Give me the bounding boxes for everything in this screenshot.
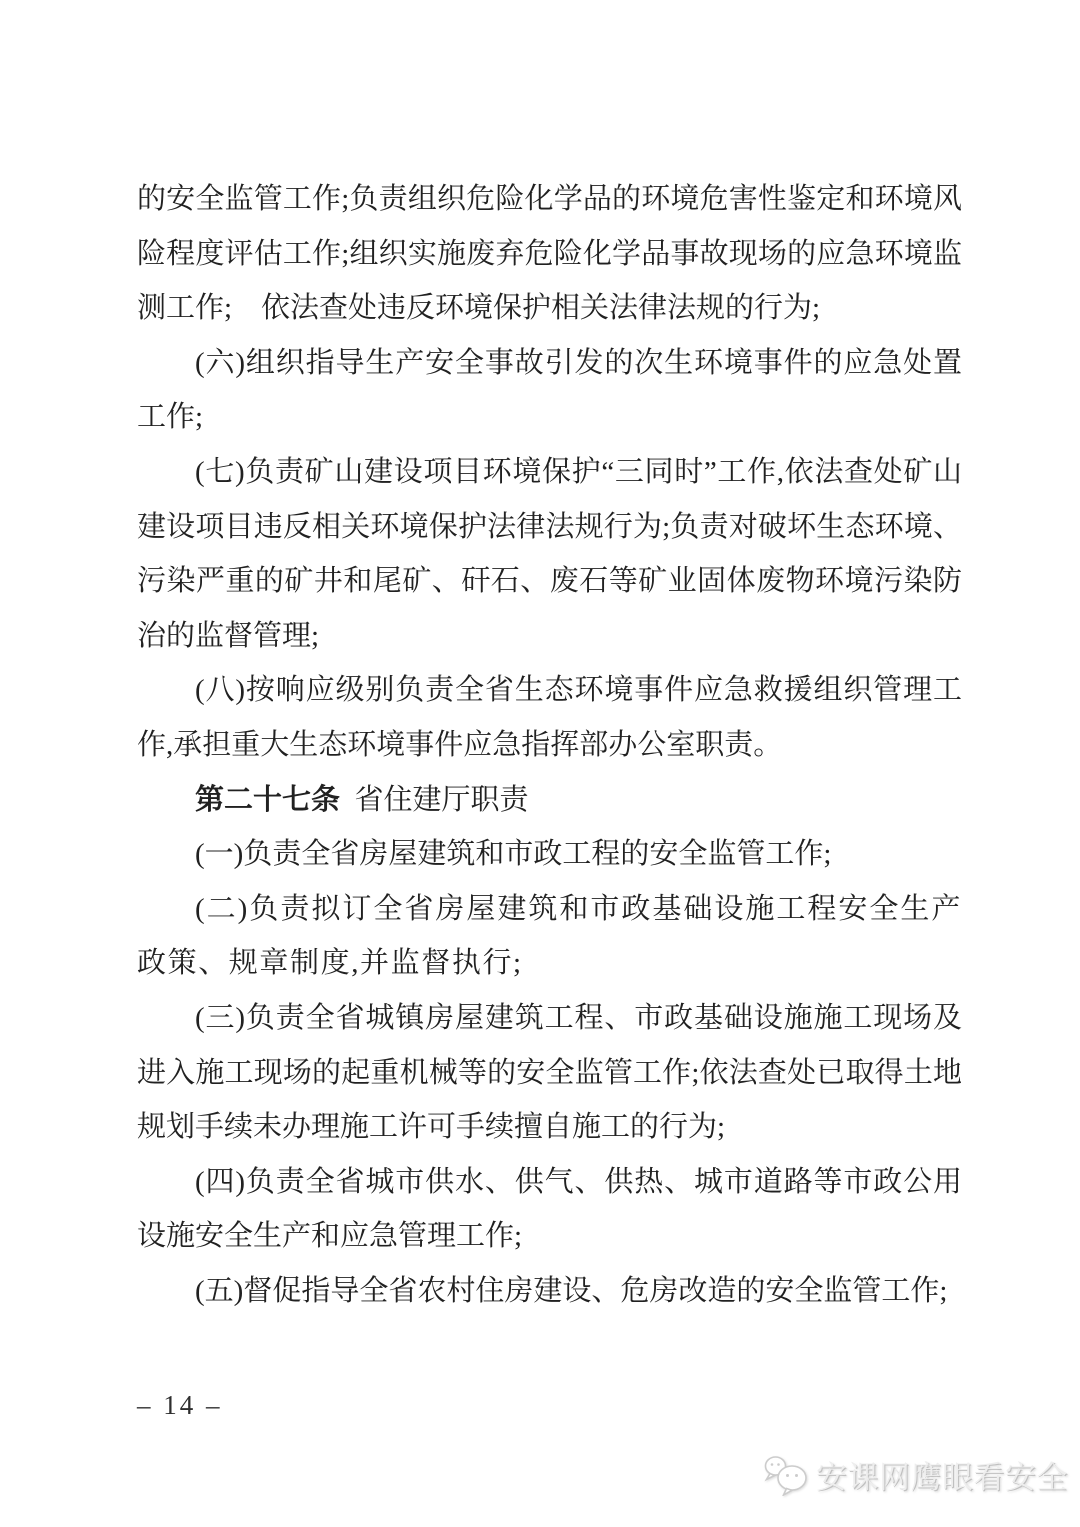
paragraph: (七)负责矿山建设项目环境保护“三同时”工作,依法查处矿山建设项目违反相关环境保护法律法规行为;负责对破坏生态环境、污染严重的矿井和尾矿、矸石、废石等矿业固体废物环境污染防治的监督管理; [137, 455, 962, 652]
article-title: 省住建厅职责 [354, 783, 529, 816]
paragraph: (四)负责全省城市供水、供气、供热、城市道路等市政公用设施安全生产和应急管理工作; [137, 1165, 962, 1253]
page-number: – 14 – [137, 1390, 223, 1420]
paragraph: (八)按响应级别负责全省生态环境事件应急救援组织管理工作,承担重大生态环境事件应急指挥部办公室职责。 [137, 674, 962, 761]
document-body [137, 172, 962, 1318]
paragraph: (五)督促指导全省农村住房建设、危房改造的安全监管工作; [195, 1274, 948, 1307]
wechat-logo-icon [763, 1454, 809, 1496]
paragraph: (六)组织指导生产安全事故引发的次生环境事件的应急处置工作; [137, 346, 962, 434]
paragraph: 的安全监管工作;负责组织危险化学品的环境危害性鉴定和环境风险程度评估工作;组织实施废弃危险化学品事故现场的应急环境监测工作; 依法查处违反环境保护相关法律法规的行为; [137, 183, 962, 325]
watermark [763, 1452, 1068, 1497]
paragraph: (一)负责全省房屋建筑和市政工程的安全监管工作; [195, 838, 832, 871]
article-heading [137, 773, 962, 828]
paragraph: (三)负责全省城镇房屋建筑工程、市政基础设施施工现场及进入施工现场的起重机械等的安全监管工作;依法查处已取得土地规划手续未办理施工许可手续擅自施工的行为; [137, 1001, 962, 1144]
paragraph: (二)负责拟订全省房屋建筑和市政基础设施工程安全生产政策、规章制度,并监督执行; [137, 892, 962, 980]
watermark-text: 安课网鹰眼看安全 [816, 1460, 1068, 1495]
article-number: 第二十七条 [195, 783, 341, 816]
